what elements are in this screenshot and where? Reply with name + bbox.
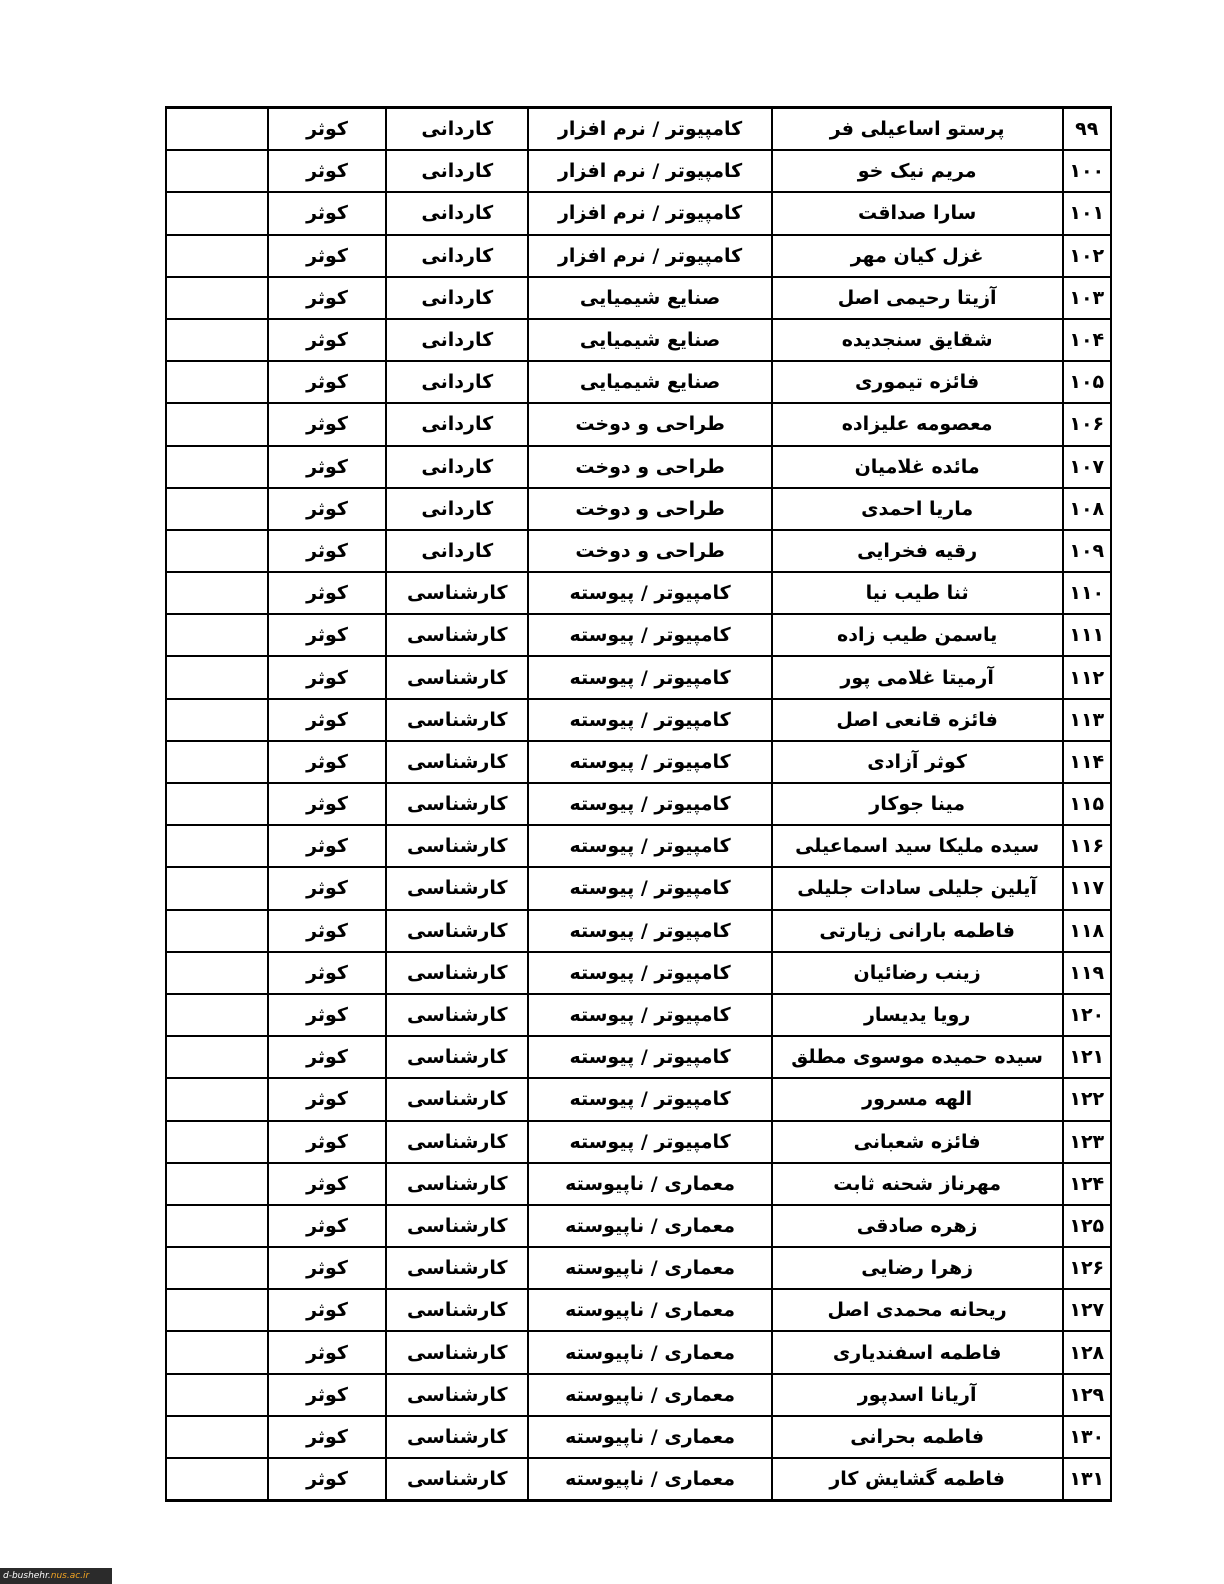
branch-cell: کوثر [268, 319, 386, 361]
degree-level-cell: کارشناسی [386, 867, 528, 909]
student-name-cell: سارا صداقت [772, 192, 1063, 234]
student-name-cell: سیده ملیکا سید اسماعیلی [772, 825, 1063, 867]
table-row [166, 1078, 1111, 1120]
table-row [166, 741, 1111, 783]
row-number-cell: ۱۰۷ [1063, 446, 1111, 488]
row-number-cell: ۱۲۳ [1063, 1121, 1111, 1163]
row-number-cell: ۹۹ [1063, 108, 1111, 151]
student-name-cell: مهرناز شحنه ثابت [772, 1163, 1063, 1205]
site-watermark-suffix: nus.ac.ir [50, 1571, 90, 1581]
student-name-cell: فائزه تیموری [772, 361, 1063, 403]
degree-level-cell: کارشناسی [386, 614, 528, 656]
student-name-cell: پرستو اساعیلی فر [772, 108, 1063, 151]
notes-cell [166, 1163, 268, 1205]
degree-level-cell: کارشناسی [386, 1121, 528, 1163]
field-of-study-cell: کامپیوتر / پیوسته [528, 867, 771, 909]
notes-cell [166, 446, 268, 488]
table-row [166, 235, 1111, 277]
row-number-cell: ۱۱۰ [1063, 572, 1111, 614]
student-name-cell: رویا یدیسار [772, 994, 1063, 1036]
notes-cell [166, 1078, 268, 1120]
row-number-cell: ۱۰۰ [1063, 150, 1111, 192]
table-row [166, 994, 1111, 1036]
table-row [166, 614, 1111, 656]
row-number-cell: ۱۰۵ [1063, 361, 1111, 403]
table-row [166, 150, 1111, 192]
notes-cell [166, 572, 268, 614]
row-number-cell: ۱۲۰ [1063, 994, 1111, 1036]
student-name-cell: زهره صادقی [772, 1205, 1063, 1247]
notes-cell [166, 150, 268, 192]
row-number-cell: ۱۱۴ [1063, 741, 1111, 783]
degree-level-cell: کاردانی [386, 235, 528, 277]
branch-cell: کوثر [268, 446, 386, 488]
student-name-cell: الهه مسرور [772, 1078, 1063, 1120]
row-number-cell: ۱۰۴ [1063, 319, 1111, 361]
branch-cell: کوثر [268, 572, 386, 614]
row-number-cell: ۱۰۲ [1063, 235, 1111, 277]
row-number-cell: ۱۳۰ [1063, 1416, 1111, 1458]
degree-level-cell: کارشناسی [386, 1247, 528, 1289]
table-row [166, 1331, 1111, 1373]
student-name-cell: فائزه قانعی اصل [772, 699, 1063, 741]
field-of-study-cell: کامپیوتر / نرم افزار [528, 235, 771, 277]
degree-level-cell: کارشناسی [386, 1458, 528, 1501]
field-of-study-cell: کامپیوتر / پیوسته [528, 783, 771, 825]
degree-level-cell: کارشناسی [386, 656, 528, 698]
branch-cell: کوثر [268, 1121, 386, 1163]
branch-cell: کوثر [268, 614, 386, 656]
branch-cell: کوثر [268, 1331, 386, 1373]
table-row [166, 1458, 1111, 1501]
student-name-cell: فاطمه گشایش کار [772, 1458, 1063, 1501]
student-name-cell: فاطمه بحرانی [772, 1416, 1063, 1458]
student-name-cell: فاطمه بارانی زیارتی [772, 910, 1063, 952]
branch-cell: کوثر [268, 150, 386, 192]
branch-cell: کوثر [268, 488, 386, 530]
field-of-study-cell: کامپیوتر / پیوسته [528, 910, 771, 952]
branch-cell: کوثر [268, 741, 386, 783]
degree-level-cell: کاردانی [386, 150, 528, 192]
branch-cell: کوثر [268, 192, 386, 234]
field-of-study-cell: معماری / ناپیوسته [528, 1458, 771, 1501]
notes-cell [166, 192, 268, 234]
notes-cell [166, 1416, 268, 1458]
field-of-study-cell: کامپیوتر / نرم افزار [528, 150, 771, 192]
table-row [166, 1121, 1111, 1163]
notes-cell [166, 699, 268, 741]
field-of-study-cell: طراحی و دوخت [528, 403, 771, 445]
table-row [166, 1163, 1111, 1205]
notes-cell [166, 1247, 268, 1289]
notes-cell [166, 1289, 268, 1331]
branch-cell: کوثر [268, 403, 386, 445]
table-row [166, 656, 1111, 698]
table-row [166, 403, 1111, 445]
degree-level-cell: کارشناسی [386, 1205, 528, 1247]
branch-cell: کوثر [268, 656, 386, 698]
field-of-study-cell: کامپیوتر / پیوسته [528, 741, 771, 783]
degree-level-cell: کارشناسی [386, 952, 528, 994]
branch-cell: کوثر [268, 1458, 386, 1501]
notes-cell [166, 825, 268, 867]
notes-cell [166, 1036, 268, 1078]
table-row [166, 952, 1111, 994]
field-of-study-cell: کامپیوتر / پیوسته [528, 614, 771, 656]
table-row [166, 277, 1111, 319]
notes-cell [166, 403, 268, 445]
field-of-study-cell: معماری / ناپیوسته [528, 1247, 771, 1289]
degree-level-cell: کارشناسی [386, 910, 528, 952]
students-table-body [166, 108, 1111, 1501]
field-of-study-cell: کامپیوتر / پیوسته [528, 1036, 771, 1078]
degree-level-cell: کاردانی [386, 192, 528, 234]
field-of-study-cell: معماری / ناپیوسته [528, 1331, 771, 1373]
branch-cell: کوثر [268, 1205, 386, 1247]
field-of-study-cell: کامپیوتر / پیوسته [528, 1121, 771, 1163]
student-name-cell: ریحانه محمدی اصل [772, 1289, 1063, 1331]
table-row [166, 783, 1111, 825]
row-number-cell: ۱۲۵ [1063, 1205, 1111, 1247]
row-number-cell: ۱۳۱ [1069, 1468, 1105, 1491]
degree-level-cell: کارشناسی [386, 825, 528, 867]
degree-level-cell: کاردانی [386, 530, 528, 572]
branch-cell: کوثر [268, 952, 386, 994]
table-row [166, 1374, 1111, 1416]
student-name-cell: آزیتا رحیمی اصل [772, 277, 1063, 319]
degree-level-cell: کاردانی [386, 108, 528, 151]
degree-level-cell: کارشناسی [386, 572, 528, 614]
student-name-cell: مائده غلامیان [772, 446, 1063, 488]
branch-cell: کوثر [268, 994, 386, 1036]
table-row [166, 1289, 1111, 1331]
field-of-study-cell: کامپیوتر / پیوسته [528, 952, 771, 994]
notes-cell [166, 614, 268, 656]
branch-cell: کوثر [268, 235, 386, 277]
student-name-cell: رقیه فخرایی [772, 530, 1063, 572]
branch-cell: کوثر [268, 1163, 386, 1205]
degree-level-cell: کارشناسی [386, 741, 528, 783]
field-of-study-cell: کامپیوتر / نرم افزار [528, 108, 771, 151]
site-watermark-prefix: d-bushehr. [3, 1571, 51, 1581]
row-number-cell: ۱۲۲ [1063, 1078, 1111, 1120]
degree-level-cell: کاردانی [386, 488, 528, 530]
student-name-cell: فائزه شعبانی [772, 1121, 1063, 1163]
branch-cell: کوثر [268, 1036, 386, 1078]
branch-cell: کوثر [268, 1289, 386, 1331]
branch-cell: کوثر [268, 910, 386, 952]
notes-cell [166, 783, 268, 825]
notes-cell [166, 277, 268, 319]
row-number-cell: ۱۰۶ [1063, 403, 1111, 445]
field-of-study-cell: کامپیوتر / پیوسته [528, 656, 771, 698]
degree-level-cell: کارشناسی [386, 1374, 528, 1416]
field-of-study-cell: کامپیوتر / پیوسته [528, 825, 771, 867]
student-name-cell: زینب رضائیان [772, 952, 1063, 994]
row-number-cell: ۱۱۲ [1063, 656, 1111, 698]
notes-cell [166, 741, 268, 783]
branch-cell: کوثر [268, 1374, 386, 1416]
notes-cell [166, 910, 268, 952]
branch-cell: کوثر [268, 867, 386, 909]
branch-cell: کوثر [268, 1247, 386, 1289]
field-of-study-cell: صنایع شیمیایی [528, 277, 771, 319]
row-number-cell: ۱۰۸ [1063, 488, 1111, 530]
table-row [166, 910, 1111, 952]
table-row [166, 446, 1111, 488]
notes-cell [166, 867, 268, 909]
table-row [166, 699, 1111, 741]
row-number-cell: ۱۲۴ [1063, 1163, 1111, 1205]
student-name-cell: فاطمه اسفندیاری [772, 1331, 1063, 1373]
row-number-cell: ۱۲۶ [1063, 1247, 1111, 1289]
row-number-cell: ۱۱۱ [1063, 614, 1111, 656]
field-of-study-cell: معماری / ناپیوسته [528, 1374, 771, 1416]
student-name-cell: ماریا احمدی [772, 488, 1063, 530]
field-of-study-cell: طراحی و دوخت [528, 530, 771, 572]
table-row [166, 1205, 1111, 1247]
student-name-cell: ثنا طیب نیا [772, 572, 1063, 614]
student-name-cell: آرمیتا غلامی پور [772, 656, 1063, 698]
field-of-study-cell: معماری / ناپیوسته [528, 1416, 771, 1458]
degree-level-cell: کارشناسی [386, 1289, 528, 1331]
field-of-study-cell: کامپیوتر / پیوسته [528, 572, 771, 614]
degree-level-cell: کارشناسی [386, 1163, 528, 1205]
table-row [166, 192, 1111, 234]
notes-cell [166, 952, 268, 994]
student-name-cell: غزل کیان مهر [772, 235, 1063, 277]
table-row [166, 361, 1111, 403]
degree-level-cell: کاردانی [386, 403, 528, 445]
row-number-cell: ۱۱۸ [1063, 910, 1111, 952]
field-of-study-cell: معماری / ناپیوسته [528, 1205, 771, 1247]
row-number-cell: ۱۱۳ [1063, 699, 1111, 741]
notes-cell [166, 108, 268, 151]
table-row [166, 488, 1111, 530]
field-of-study-cell: کامپیوتر / پیوسته [528, 1078, 771, 1120]
degree-level-cell: کاردانی [386, 277, 528, 319]
degree-level-cell: کاردانی [386, 446, 528, 488]
notes-cell [166, 530, 268, 572]
row-number-cell: ۱۰۱ [1063, 192, 1111, 234]
branch-cell: کوثر [268, 277, 386, 319]
notes-cell [166, 656, 268, 698]
row-number-cell: ۱۰۹ [1063, 530, 1111, 572]
degree-level-cell: کارشناسی [386, 783, 528, 825]
site-watermark [0, 1568, 112, 1584]
student-name-cell: آریانا اسدپور [772, 1374, 1063, 1416]
degree-level-cell: کارشناسی [386, 699, 528, 741]
row-number-cell: ۱۱۷ [1063, 867, 1111, 909]
student-name-cell: یاسمن طیب زاده [772, 614, 1063, 656]
degree-level-cell: کارشناسی [386, 994, 528, 1036]
notes-cell [166, 1205, 268, 1247]
branch-cell: کوثر [268, 361, 386, 403]
student-name-cell: شقایق سنجدیده [772, 319, 1063, 361]
degree-level-cell: کارشناسی [386, 1416, 528, 1458]
branch-cell: کوثر [268, 530, 386, 572]
table-row [166, 319, 1111, 361]
degree-level-cell: کاردانی [386, 319, 528, 361]
row-number-cell: ۱۲۸ [1063, 1331, 1111, 1373]
table-row [166, 825, 1111, 867]
degree-level-cell: کارشناسی [386, 1331, 528, 1373]
row-number-cell: ۱۱۶ [1063, 825, 1111, 867]
notes-cell [166, 994, 268, 1036]
degree-level-cell: کارشناسی [386, 1078, 528, 1120]
notes-cell [166, 1331, 268, 1373]
field-of-study-cell: کامپیوتر / پیوسته [528, 699, 771, 741]
branch-cell: کوثر [268, 108, 386, 151]
notes-cell [166, 235, 268, 277]
field-of-study-cell: معماری / ناپیوسته [528, 1289, 771, 1331]
row-number-cell: ۱۲۷ [1063, 1289, 1111, 1331]
table-row [166, 530, 1111, 572]
field-of-study-cell: صنایع شیمیایی [528, 319, 771, 361]
row-number-cell: ۱۱۹ [1063, 952, 1111, 994]
branch-cell: کوثر [268, 699, 386, 741]
row-number-cell: ۱۲۱ [1063, 1036, 1111, 1078]
table-row [166, 108, 1111, 151]
notes-cell [166, 488, 268, 530]
notes-cell [166, 1121, 268, 1163]
branch-cell: کوثر [268, 1078, 386, 1120]
field-of-study-cell: کامپیوتر / پیوسته [528, 994, 771, 1036]
branch-cell: کوثر [268, 783, 386, 825]
student-name-cell: معصومه علیزاده [772, 403, 1063, 445]
field-of-study-cell: طراحی و دوخت [528, 446, 771, 488]
notes-cell [166, 319, 268, 361]
table-row [166, 1416, 1111, 1458]
field-of-study-cell: معماری / ناپیوسته [528, 1163, 771, 1205]
field-of-study-cell: کامپیوتر / نرم افزار [528, 192, 771, 234]
branch-cell: کوثر [268, 825, 386, 867]
row-number-cell: ۱۱۵ [1063, 783, 1111, 825]
student-name-cell: سیده حمیده موسوی مطلق [772, 1036, 1063, 1078]
student-name-cell: آیلین جلیلی سادات جلیلی [772, 867, 1063, 909]
row-number-cell: ۱۲۹ [1063, 1374, 1111, 1416]
degree-level-cell: کارشناسی [386, 1036, 528, 1078]
notes-cell [166, 361, 268, 403]
notes-cell [166, 1458, 268, 1501]
notes-cell [166, 1374, 268, 1416]
branch-cell: کوثر [268, 1416, 386, 1458]
field-of-study-cell: صنایع شیمیایی [528, 361, 771, 403]
row-number-cell: ۱۰۳ [1063, 277, 1111, 319]
table-row [166, 1247, 1111, 1289]
table-row [166, 572, 1111, 614]
table-row [166, 1036, 1111, 1078]
student-name-cell: مریم نیک خو [772, 150, 1063, 192]
field-of-study-cell: طراحی و دوخت [528, 488, 771, 530]
degree-level-cell: کاردانی [386, 361, 528, 403]
student-name-cell: کوثر آزادی [772, 741, 1063, 783]
student-name-cell: زهرا رضایی [772, 1247, 1063, 1289]
student-name-cell: مینا جوکار [772, 783, 1063, 825]
table-row [166, 867, 1111, 909]
students-table [165, 106, 1112, 1502]
